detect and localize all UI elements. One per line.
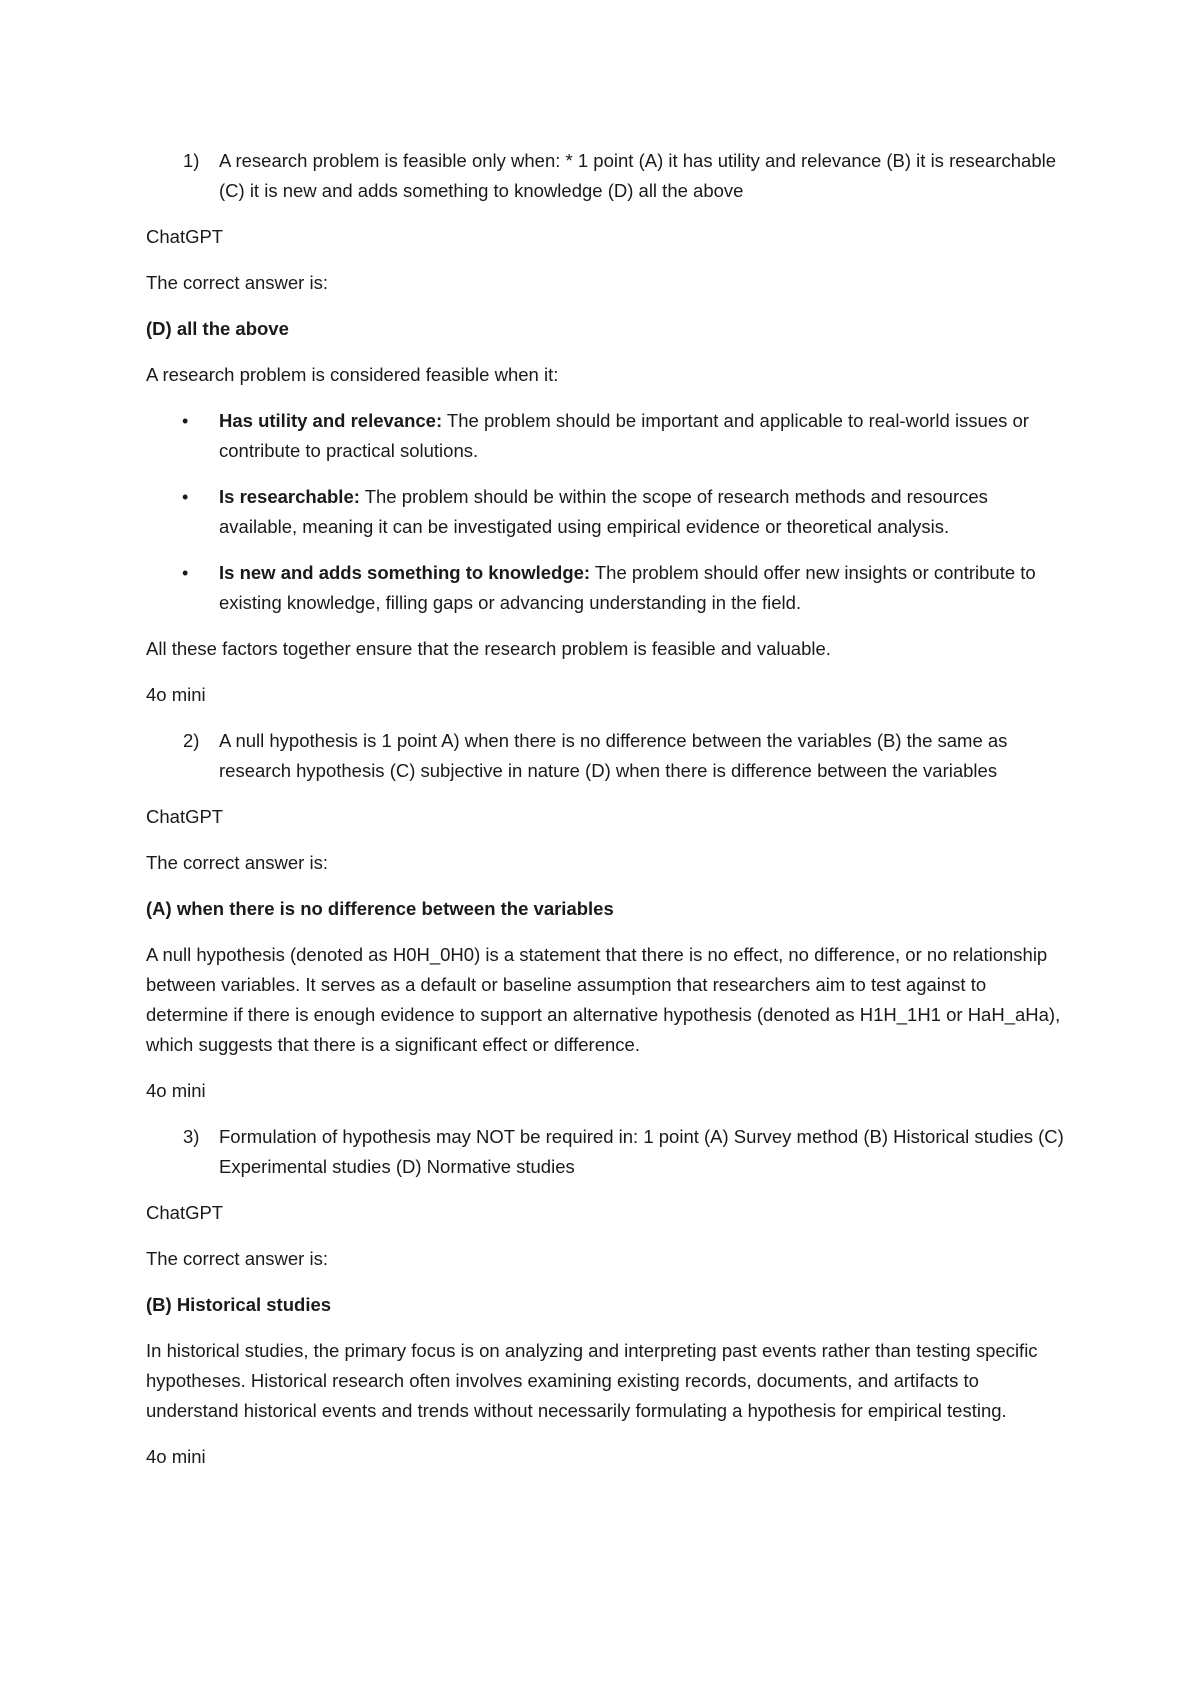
criteria-text: The problem should be important and applicable to real-world issues or contribute to practical solutions. (219, 410, 1029, 461)
correct-answer: (D) all the above (146, 318, 289, 339)
document-content (146, 146, 1066, 1488)
question-text: Formulation of hypothesis may NOT be required in: 1 point (A) Survey method (B) Historical studies (C) Experimental studies (D) Normative studies (219, 1126, 1064, 1177)
list-item (146, 482, 1066, 542)
speaker-label: ChatGPT (146, 806, 224, 827)
criteria-label: Is researchable: (219, 486, 360, 507)
criteria-label: Is new and adds something to knowledge: (219, 562, 591, 583)
answer-intro: The correct answer is: (146, 1248, 328, 1269)
model-label: 4o mini (146, 684, 206, 705)
question-1 (146, 146, 1066, 206)
question-number: 3) (183, 1126, 200, 1147)
bullet-icon: • (182, 563, 189, 583)
answer-explanation: A null hypothesis (denoted as H0H_0H0) is a statement that there is no effect, no difference, or no relationship between variables. It serves as a default or baseline assumption that researchers aim to test against to determine if there is enough evidence to support an alternative hypothesis (denoted as H1H_1H1 or HaH_aHa), which suggests that there is a significant effect or difference. (146, 944, 1061, 1055)
speaker-label: ChatGPT (146, 1202, 224, 1223)
bullet-icon: • (182, 487, 189, 507)
question-number: 1) (183, 150, 200, 171)
list-item (146, 558, 1066, 618)
list-item (146, 406, 1066, 466)
question-3 (146, 1122, 1066, 1182)
criteria-text: The problem should be within the scope of research methods and resources available, meaning it can be investigated using empirical evidence or theoretical analysis. (219, 486, 988, 537)
answer-intro: The correct answer is: (146, 272, 328, 293)
answer-explanation: In historical studies, the primary focus is on analyzing and interpreting past events rather than testing specific hypotheses. Historical research often involves examining existing records, documents, and artifacts to understand historical events and trends without necessarily formulating a hypothesis for empirical testing. (146, 1340, 1038, 1421)
answer-explanation: All these factors together ensure that the research problem is feasible and valuable. (146, 638, 831, 659)
correct-answer: (A) when there is no difference between the variables (146, 898, 614, 919)
speaker-label: ChatGPT (146, 226, 224, 247)
bullet-icon: • (182, 411, 189, 431)
question-text: A research problem is feasible only when: * 1 point (A) it has utility and relevance (B) it is researchable (C) it is new and adds something to knowledge (D) all the above (219, 150, 1057, 201)
question-2 (146, 726, 1066, 786)
criteria-list (146, 406, 1066, 618)
criteria-text: The problem should offer new insights or contribute to existing knowledge, filling gaps or advancing understanding in the field. (219, 562, 1036, 613)
model-label: 4o mini (146, 1080, 206, 1101)
question-text: A null hypothesis is 1 point A) when there is no difference between the variables (B) the same as research hypothesis (C) subjective in nature (D) when there is difference between the variables (219, 730, 1008, 781)
answer-intro: The correct answer is: (146, 852, 328, 873)
model-label: 4o mini (146, 1446, 206, 1467)
answer-lead: A research problem is considered feasible when it: (146, 364, 559, 385)
correct-answer: (B) Historical studies (146, 1294, 332, 1315)
question-number: 2) (183, 730, 200, 751)
criteria-label: Has utility and relevance: (219, 410, 443, 431)
